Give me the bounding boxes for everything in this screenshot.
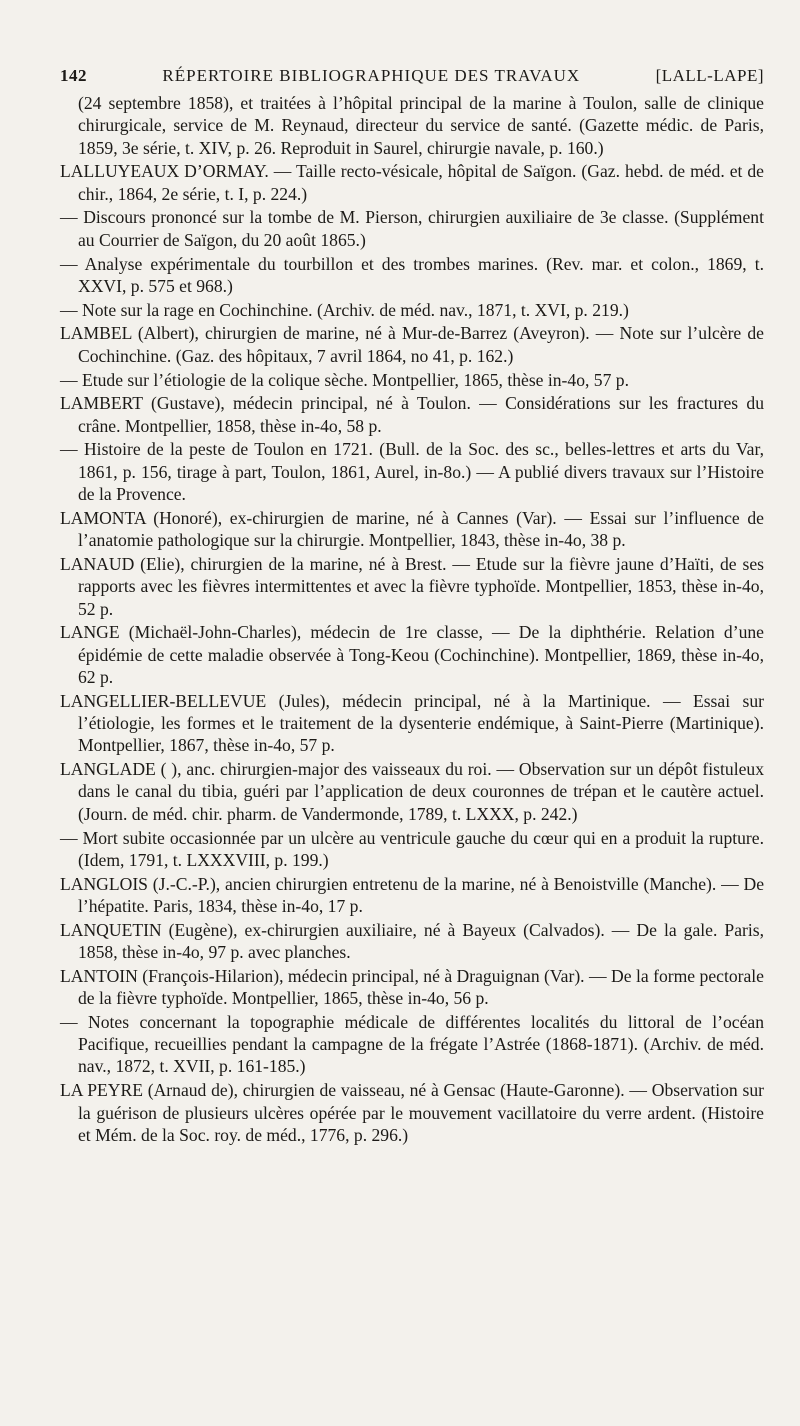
entry-lanquetin: LANQUETIN (Eugène), ex-chirurgien auxiliaire, né à Bayeux (Calvados). — De la gale. Paris, 1858, thèse in-4o, 97 p. avec planches. xyxy=(60,919,764,962)
entry-lambert-peste: — Histoire de la peste de Toulon en 1721. (Bull. de la Soc. des sc., belles-lettres et arts du Var, 1861, p. 156, tirage à part, Toulon, 1861, Aurel, in-8o.) — A publié divers travaux sur l’Histoire de la Provence. xyxy=(60,439,764,505)
entry-langlois: LANGLOIS (J.-C.-P.), ancien chirurgien entretenu de la marine, né à Benoistville (Manche). — De l’hépatite. Paris, 1834, thèse in-4o, 17 p. xyxy=(60,873,764,916)
page-number: 142 xyxy=(60,66,87,85)
entry-lambel-colique: — Etude sur l’étiologie de la colique sèche. Montpellier, 1865, thèse in-4o, 57 p. xyxy=(60,369,629,390)
entry-langlade-mort-subite: — Mort subite occasionnée par un ulcère au ventricule gauche du cœur qui en a produit la rupture. (Idem, 1791, t. LXXXVIII, p. 199.) xyxy=(60,827,764,870)
bibliography-body xyxy=(60,92,764,1146)
entry-lanaud: LANAUD (Elie), chirurgien de la marine, né à Brest. — Etude sur la fièvre jaune d’Haïti, de ses rapports avec les fièvres intermittentes et avec la fièvre typhoïde. Montpellier, 1853, thèse in-4o, 52 p. xyxy=(60,553,764,619)
entry-langellier-bellevue: LANGELLIER-BELLEVUE (Jules), médecin principal, né à la Martinique. — Essai sur l’étiologie, les formes et le traitement de la dysenterie endémique, à Saint-Pierre (Martinique). Montpellier, 1867, thèse in-4o, 57 p. xyxy=(60,690,764,756)
entry-lantoin-notes: — Notes concernant la topographie médicale de différentes localités du littoral de l’océan Pacifique, recueillies pendant la campagne de la frégate l’Astrée (1868-1871). (Archiv. de méd. nav., 1872, t. XVII, p. 161-185.) xyxy=(60,1011,764,1077)
entry-lalluyeaux-discours: — Discours prononcé sur la tombe de M. Pierson, chirurgien auxiliaire de 3e classe. (Supplément au Courrier de Saïgon, du 20 août 1865.) xyxy=(60,207,764,250)
entry-lalluyeaux-rage: — Note sur la rage en Cochinchine. (Archiv. de méd. nav., 1871, t. XVI, p. 219.) xyxy=(60,299,629,320)
entry-lambel: LAMBEL (Albert), chirurgien de marine, né à Mur-de-Barrez (Aveyron). — Note sur l’ulcère de Cochinchine. (Gaz. des hôpitaux, 7 avril 1864, no 41, p. 162.) xyxy=(60,323,764,366)
entry-lalluyeaux: LALLUYEAUX D’ORMAY. — Taille recto-vésicale, hôpital de Saïgon. (Gaz. hebd. de méd. et de chir., 1864, 2e série, t. I, p. 224.) xyxy=(60,161,764,204)
entry-langlade: LANGLADE ( ), anc. chirurgien-major des vaisseaux du roi. — Observation sur un dépôt fistuleux dans le canal du tibia, guéri par l’application de deux couronnes de trépan et le cautère actuel. (Journ. de méd. chir. pharm. de Vandermonde, 1789, t. LXXX, p. 242.) xyxy=(60,759,764,824)
running-title: RÉPERTOIRE BIBLIOGRAPHIQUE DES TRAVAUX xyxy=(162,66,581,85)
entry-lange: LANGE (Michaël-John-Charles), médecin de 1re classe, — De la diphthérie. Relation d’une épidémie de cette maladie observée à Tong-Keou (Cochinchine). Montpellier, 1869, thèse in-4o, 62 p. xyxy=(60,622,764,687)
entry-lantoin: LANTOIN (François-Hilarion), médecin principal, né à Draguignan (Var). — De la forme pectorale de la fièvre typhoïde. Montpellier, 1865, thèse in-4o, 56 p. xyxy=(60,965,764,1009)
entry-lambert: LAMBERT (Gustave), médecin principal, né à Toulon. — Considérations sur les fractures du crâne. Montpellier, 1858, thèse in-4o, 58 p. xyxy=(60,393,764,436)
entry-lamonta: LAMONTA (Honoré), ex-chirurgien de marine, né à Cannes (Var). — Essai sur l’influence de l’anatomie pathologique sur la chirurgie. Montpellier, 1843, thèse in-4o, 38 p. xyxy=(60,507,764,551)
entry-range: [LALL-LAPE] xyxy=(655,66,764,85)
entry-continuation: (24 septembre 1858), et traitées à l’hôpital principal de la marine à Toulon, salle de clinique chirurgicale, service de M. Reynaud, directeur du service de santé. (Gazette médic. de Paris, 1859, 3e série, t. XIV, p. 26. Reproduit in Saurel, chirurgie navale, p. 160.) xyxy=(78,93,764,158)
entry-la-peyre: LA PEYRE (Arnaud de), chirurgien de vaisseau, né à Gensac (Haute-Garonne). — Observation sur la guérison de plusieurs ulcères opérée par le mouvement vacillatoire du verre ardent. (Histoire et Mém. de la Soc. roy. de méd., 1776, p. 296.) xyxy=(60,1080,764,1145)
running-header xyxy=(60,66,764,86)
entry-lalluyeaux-analyse: — Analyse expérimentale du tourbillon et des trombes marines. (Rev. mar. et colon., 1869, t. XXVI, p. 575 et 968.) xyxy=(60,253,764,296)
